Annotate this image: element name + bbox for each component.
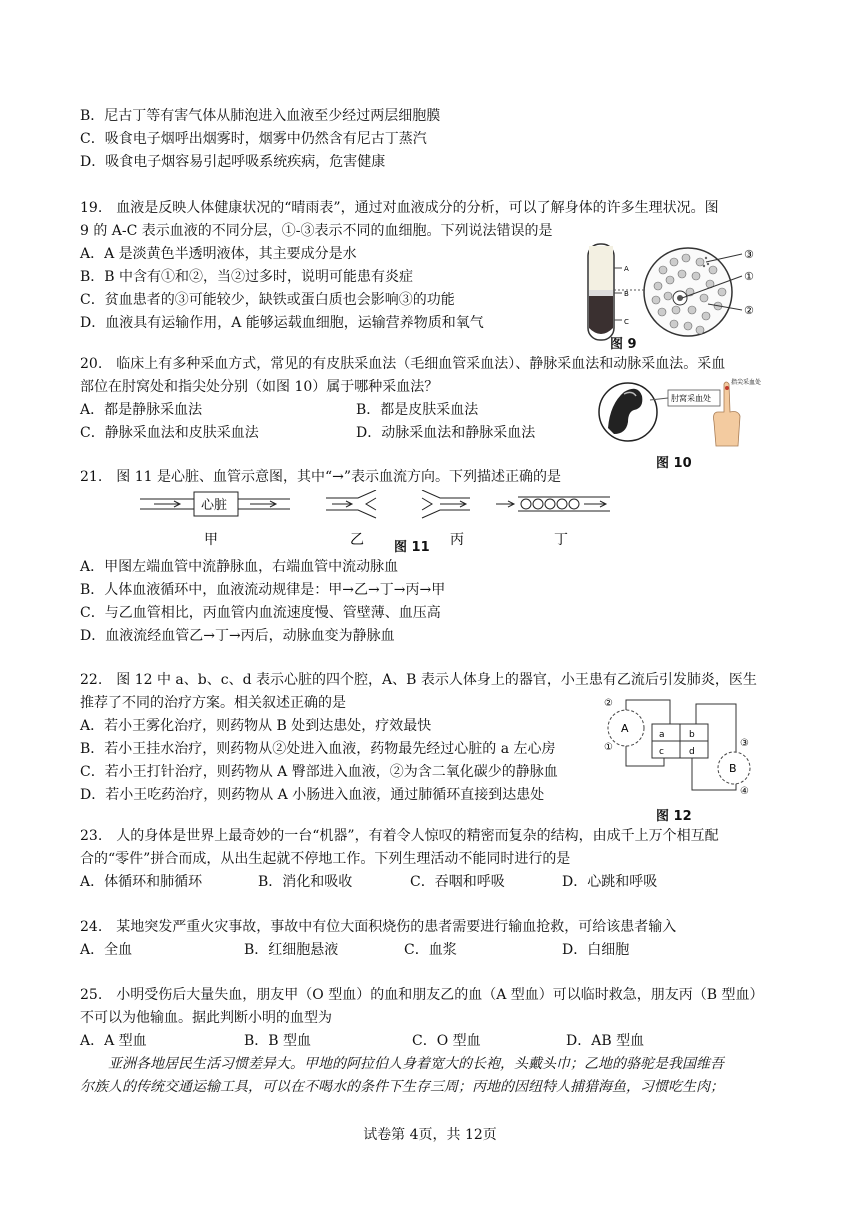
- q22-stem-line1: 22. 图 12 中 a、b、c、d 表示心脏的四个腔，A、B 表示人体身上的器官，小王患有乙流后引发肺炎，医生: [80, 672, 757, 688]
- q23-stem-line2: 合的“零件”拼合而成，从出生起就不停地工作。下列生理活动不能同时进行的是: [80, 851, 571, 867]
- q23-option-a: A．体循环和肺循环: [80, 874, 203, 890]
- yi-label: 乙: [350, 532, 364, 548]
- q20-stem-line2: 部位在肘窝处和指尖处分别（如图 10）属于哪种采血法？: [80, 379, 439, 395]
- q25-option-b: B．B 型血: [244, 1033, 312, 1049]
- q24-option-c: C．血浆: [404, 942, 457, 958]
- option-d: D．吸食电子烟容易引起呼吸系统疾病，危害健康: [80, 154, 386, 170]
- q21-option-a: A．甲图左端血管中流静脉血，右端血管中流动脉血: [80, 559, 399, 575]
- q22-option-d: D．若小王吃药治疗，则药物从 A 小肠进入血液，通过肺循环直接到达患处: [80, 787, 545, 803]
- q19-option-c: C．贫血患者的③可能较少，缺铁或蛋白质也会影响③的功能: [80, 292, 455, 308]
- q23-stem-line1: 23. 人的身体是世界上最奇妙的一台“机器”，有着令人惊叹的精密而复杂的结构，由成千上万个相互配: [80, 828, 719, 844]
- q22-option-b: B．若小王挂水治疗，则药物从②处进入血液，药物最先经过心脏的 a 左心房: [80, 741, 556, 757]
- chamber-b-label: b: [689, 730, 695, 740]
- q19-option-a: A．A 是淡黄色半透明液体，其主要成分是水: [80, 246, 357, 262]
- q25-option-a: A．A 型血: [80, 1033, 147, 1049]
- option-b: B．尼古丁等有害气体从肺泡进入血液至少经过两层细胞膜: [80, 108, 441, 124]
- figure-9-blood-diagram: [578, 240, 778, 346]
- q24-option-a: A．全血: [80, 942, 133, 958]
- figure-11-heart-vessels: [140, 490, 620, 550]
- q20-stem-line1: 20. 临床上有多种采血方式，常见的有皮肤采血法（毛细血管采血法）、静脉采血法和动脉采血法。采血: [80, 356, 726, 372]
- figure-9-caption: 图 9: [610, 337, 637, 352]
- layer-c-label: C: [624, 318, 629, 326]
- q19-stem-line1: 19. 血液是反映人体健康状况的“晴雨表”，通过对血液成分的分析，可以了解身体的许多生理状况。图: [80, 200, 719, 216]
- cell-3-label: ③: [744, 248, 754, 261]
- organ-a-label: A: [621, 722, 629, 735]
- figure-11-caption: 图 11: [394, 540, 430, 555]
- option-c: C．吸食电子烟呼出烟雾时，烟雾中仍然含有尼古丁蒸汽: [80, 131, 427, 147]
- chamber-a-label: a: [659, 730, 665, 740]
- q21-option-c: C．与乙血管相比，丙血管内血流速度慢、管壁薄、血压高: [80, 605, 441, 621]
- q20-option-b: B．都是皮肤采血法: [356, 402, 479, 418]
- chamber-d-label: d: [689, 747, 695, 757]
- layer-b-label: B: [624, 290, 629, 298]
- q25-stem-line2: 不可以为他输血。据此判断小明的血型为: [80, 1010, 332, 1026]
- q23-option-c: C．吞咽和呼吸: [410, 874, 505, 890]
- cell-2-label: ②: [744, 304, 754, 317]
- q19-option-b: B．B 中含有①和②，当②过多时，说明可能患有炎症: [80, 269, 414, 285]
- q24-option-d: D．白细胞: [562, 942, 630, 958]
- page-footer: 试卷第 4页，共 12页: [363, 1127, 497, 1143]
- q20-option-c: C．静脉采血法和皮肤采血法: [80, 425, 259, 441]
- q24-option-b: B．红细胞悬液: [244, 942, 339, 958]
- elbow-label: 肘窝采血处: [671, 394, 711, 403]
- q23-option-d: D．心跳和呼吸: [562, 874, 658, 890]
- heart-label: 心脏: [201, 498, 228, 513]
- ding-label: 丁: [554, 532, 568, 548]
- q22-stem-line2: 推荐了不同的治疗方案。相关叙述正确的是: [80, 695, 346, 711]
- marker-1: ①: [604, 742, 613, 753]
- cell-1-label: ①: [744, 270, 754, 283]
- q20-option-d: D．动脉采血法和静脉采血法: [356, 425, 536, 441]
- q25-option-d: D．AB 型血: [566, 1033, 645, 1049]
- finger-label: 指尖采血处: [731, 379, 762, 386]
- marker-3: ③: [740, 738, 749, 749]
- q21-stem: 21. 图 11 是心脏、血管示意图，其中“→”表示血流方向。下列描述正确的是: [80, 469, 562, 485]
- q19-stem-line2: 9 的 A-C 表示血液的不同分层，①-③表示不同的血细胞。下列说法错误的是: [80, 223, 553, 239]
- q23-option-b: B．消化和吸收: [258, 874, 353, 890]
- q22-option-a: A．若小王雾化治疗，则药物从 B 处到达患处，疗效最快: [80, 718, 432, 734]
- bing-label: 丙: [450, 532, 464, 548]
- figure-12-caption: 图 12: [656, 809, 692, 824]
- organ-b-label: B: [729, 762, 737, 775]
- q19-option-d: D．血液具有运输作用，A 能够运载血细胞，运输营养物质和氧气: [80, 315, 484, 331]
- marker-4: ④: [740, 786, 749, 797]
- passage-line1: 亚洲各地居民生活习惯差异大。甲地的阿拉伯人身着宽大的长袍，头戴头巾；乙地的骆驼是我国维吾: [108, 1056, 724, 1072]
- chamber-c-label: c: [659, 747, 664, 757]
- jia-label: 甲: [204, 532, 218, 548]
- figure-10-caption: 图 10: [656, 456, 692, 471]
- q25-stem-line1: 25. 小明受伤后大量失血，朋友甲（O 型血）的血和朋友乙的血（A 型血）可以临时救急，朋友丙（B 型血）: [80, 987, 764, 1003]
- figure-10-blood-sampling: [598, 376, 788, 448]
- q21-option-b: B．人体血液循环中，血液流动规律是：甲→乙→丁→丙→甲: [80, 582, 446, 598]
- q25-option-c: C．O 型血: [412, 1033, 481, 1049]
- passage-line2: 尔族人的传统交通运输工具，可以在不喝水的条件下生存三周；丙地的因纽特人捕猎海鱼，习惯吃生肉；: [80, 1079, 724, 1095]
- marker-2: ②: [604, 698, 613, 709]
- q21-option-d: D．血液流经血管乙→丁→丙后，动脉血变为静脉血: [80, 628, 395, 644]
- figure-12-circulation-diagram: [596, 694, 756, 800]
- q20-option-a: A．都是静脉采血法: [80, 402, 203, 418]
- q24-stem: 24. 某地突发严重火灾事故，事故中有位大面积烧伤的患者需要进行输血抢救，可给该患者输入: [80, 919, 677, 935]
- q22-option-c: C．若小王打针治疗，则药物从 A 臀部进入血液，②为含二氧化碳少的静脉血: [80, 764, 558, 780]
- layer-a-label: A: [624, 265, 629, 273]
